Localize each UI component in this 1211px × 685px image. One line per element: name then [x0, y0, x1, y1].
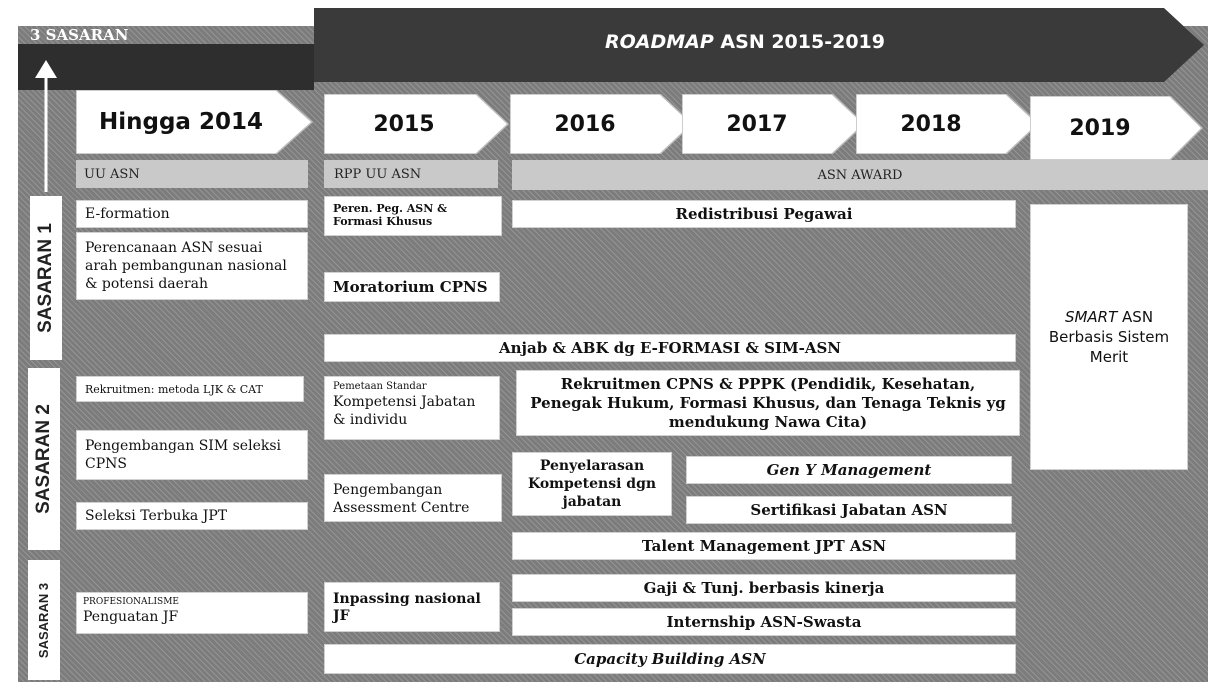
- box-pemetaan-kompetensi: [324, 376, 500, 440]
- year-label-2018: 2018: [900, 111, 962, 137]
- year-label-2016: 2016: [554, 111, 616, 137]
- roadmap-title-italic: ROADMAP: [605, 31, 714, 53]
- box-smart-asn: [1030, 204, 1188, 470]
- box-seleksi-jpt: Seleksi Terbuka JPT: [76, 502, 308, 530]
- roadmap-title-rest: ASN 2015-2019: [713, 31, 885, 53]
- box-perencanaan-asn: Perencanaan ASN sesuai arah pembangunan nasional & potensi daerah: [76, 232, 308, 300]
- year-label-hingga-2014: Hingga 2014: [99, 109, 263, 135]
- box-capacity-building: Capacity Building ASN: [324, 644, 1016, 674]
- year-label-2015: 2015: [373, 111, 435, 137]
- box-talent-management: Talent Management JPT ASN: [512, 532, 1016, 560]
- smart-asn-line3: Merit: [1089, 348, 1129, 366]
- box-gaji-tunjangan: Gaji & Tunj. berbasis kinerja: [512, 574, 1016, 602]
- box-rekruitmen-cpns-pppk: Rekruitmen CPNS & PPPK (Pendidik, Kesehatan, Penegak Hukum, Formasi Khusus, dan Tenaga Teknis yg mendukung Nawa Cita): [516, 370, 1020, 436]
- box-penyelarasan: Penyelarasan Kompetensi dgn jabatan: [512, 452, 672, 516]
- left-dark-strip: [18, 44, 314, 90]
- box-gen-y: Gen Y Management: [686, 456, 1012, 484]
- box-rekruitmen-ljk-cat: Rekruitmen: metoda LJK & CAT: [76, 376, 304, 402]
- box-moratorium: Moratorium CPNS: [324, 272, 500, 302]
- box-internship: Internship ASN-Swasta: [512, 608, 1016, 636]
- up-arrow-icon: [32, 58, 60, 192]
- pemetaan-small-label: Pemetaan Standar: [333, 381, 427, 392]
- year-label-2019: 2019: [1069, 115, 1131, 141]
- box-inpassing-jf: Inpassing nasional JF: [324, 582, 500, 632]
- box-perencanaan-peg: Peren. Peg. ASN & Formasi Khusus: [324, 196, 502, 236]
- smart-italic: SMART: [1064, 308, 1118, 326]
- box-pengembangan-sim: Pengembangan SIM seleksi CPNS: [76, 430, 308, 480]
- box-redistribusi: Redistribusi Pegawai: [512, 200, 1016, 228]
- smart-rest: ASN: [1117, 308, 1154, 326]
- box-assessment-centre: Pengembangan Assessment Centre: [324, 474, 502, 522]
- bar-rpp-uu-asn: RPP UU ASN: [324, 160, 498, 188]
- box-eformation: E-formation: [76, 200, 308, 228]
- box-anjab-abk: Anjab & ABK dg E-FORMASI & SIM-ASN: [324, 334, 1016, 362]
- bar-uu-asn: UU ASN: [76, 160, 308, 188]
- smart-asn-line1: [1065, 307, 1153, 327]
- sasaran-3-label: SASARAN 3: [28, 560, 60, 680]
- box-sertifikasi: Sertifikasi Jabatan ASN: [686, 496, 1012, 524]
- year-label-2017: 2017: [726, 111, 788, 137]
- smart-asn-line2: Berbasis Sistem: [1048, 328, 1170, 346]
- profesionalisme-small-label: PROFESIONALISME: [83, 597, 179, 607]
- sasaran-count-label: 3 SASARAN: [30, 26, 129, 44]
- sasaran-2-label: SASARAN 2: [28, 368, 60, 550]
- roadmap-title: [520, 31, 970, 53]
- box-profesionalisme: [76, 592, 308, 634]
- kompetensi-label: Kompetensi Jabatan & individu: [333, 394, 476, 428]
- sasaran-1-label: SASARAN 1: [30, 196, 62, 360]
- bar-asn-award: ASN AWARD: [512, 160, 1208, 190]
- penguatan-jf-label: Penguatan JF: [83, 609, 179, 625]
